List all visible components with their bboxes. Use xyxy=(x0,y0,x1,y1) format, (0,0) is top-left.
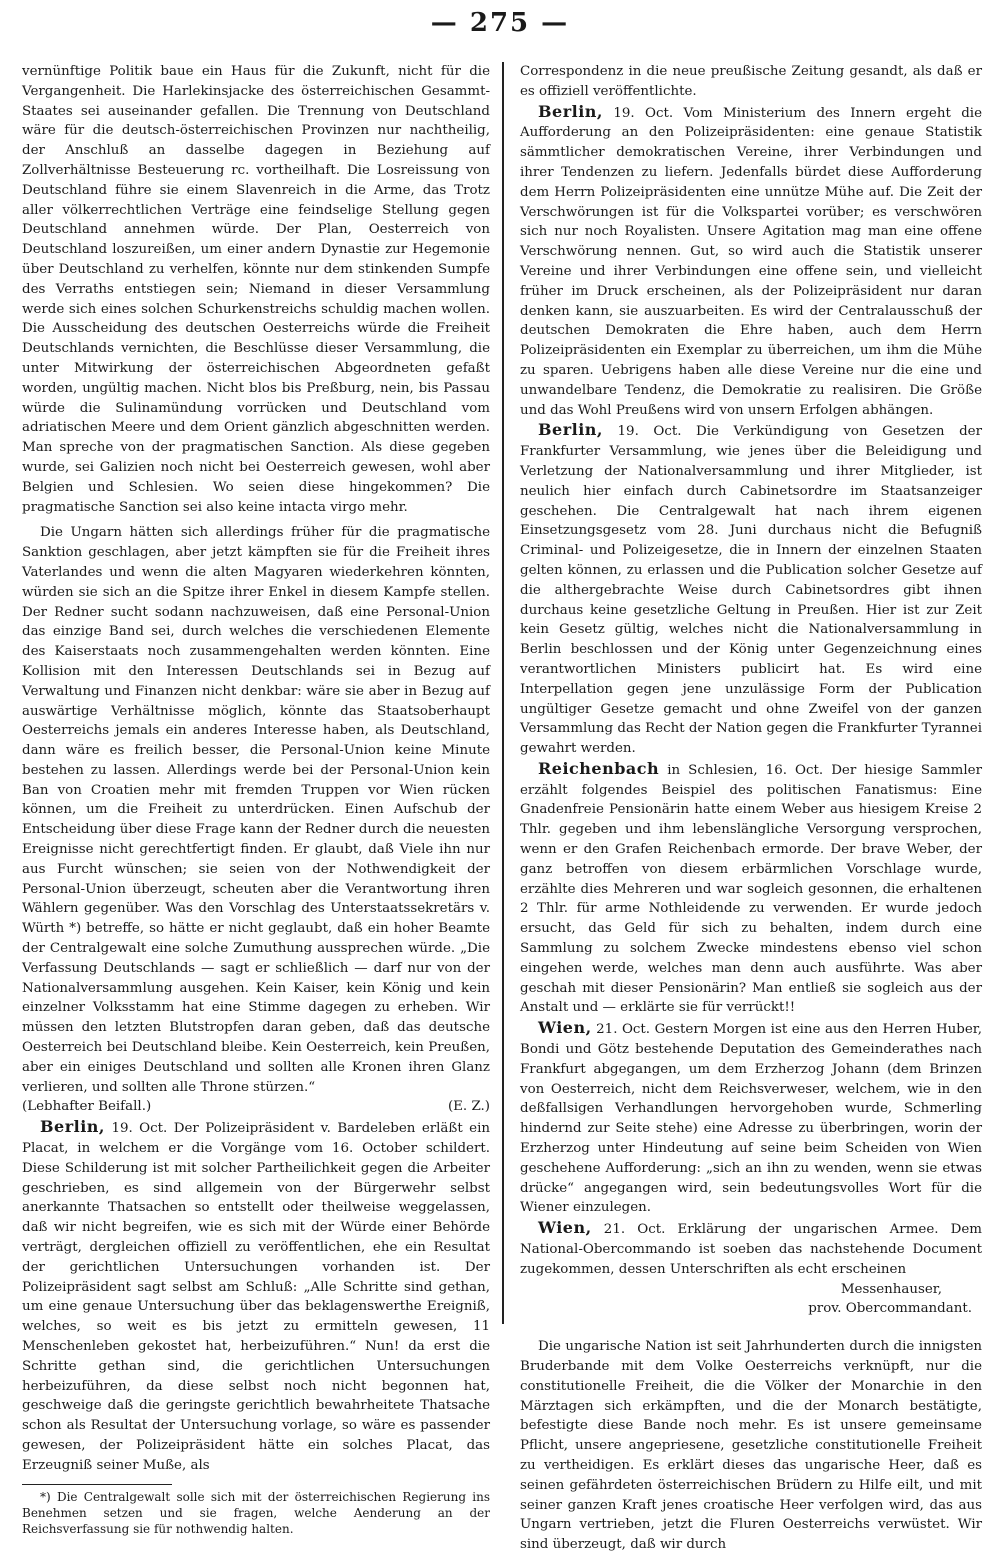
article-paragraph: Die Verkündigung von Gesetzen der Frankfurter Versammlung, wie jenes über die Beleidigung und Verletzung der Nationalversammlung und ihrer Mitglieder, ist neulich hier einfach durch Cabinetsordre im Staatsanzeiger geschehen. Die Centralgewalt hat nach ihrem eigenen Einsetzungsgesetz vom 28. Juni durchaus nicht die Befugniß Criminal- und Polizeigesetze, die in Innern der einzelnen Staaten gelten können, zu erlassen und die Publication solcher Gesetze auf die althergebrachte Weise durch Cabinetsordres gibt ihnen durchaus keine gesetzliche Geltung in Preußen. Hier ist zur Zeit kein Gesetz gültig, welches nicht die Nationalversammlung in Berlin beschlossen und der König unter Gegenzeichnung eines verantwortlichen Ministers publicirt hat. Es wird eine Interpellation gegen jene unzulässige Form der Publication ungültiger Gesetze gemacht und ohne Zweifel von der ganzen Versammlung das Recht der Nation gegen die Frankfurter Tyrannei gewahrt werden. xyxy=(520,424,982,757)
dateline-date: 21. Oct. xyxy=(603,1222,666,1238)
dateline-date: 19. Oct. xyxy=(111,1121,168,1137)
article-paragraph: Der hiesige Sammler erzählt folgendes Beispiel des politischen Fanatismus: Eine Gnadenfreie Pensionärin hatte einem Weber aus hiesigem Kreise 2 Thlr. gegeben und ihm lebenslängliche Versorgung versprochen, wenn er den Grafen Reichenbach ermorde. Der brave Weber, der ganz betroffen von diesem erbärmlichen Vorschlage wurde, erzählte dies Mehreren und war sogleich gesonnen, die erhaltenen 2 Thlr. für arme Nothleidende zu verwenden. Er wurde jedoch ersucht, das Geld für sich zu behalten, indem durch eine Sammlung zu solchem Zwecke mindestens ebenso viel schon eingehen werde, welches man denn auch ausführte. Was aber geschah mit dieser Pensionärin? Man entließ sie sogleich aus der Anstalt und — erklärte sie für verrückt!! xyxy=(520,762,982,1016)
dateline-date: 19. Oct. xyxy=(617,424,682,440)
footnote: *) Die Centralgewalt solle sich mit der österreichischen Regierung ins Benehmen setzen und sie fragen, welche Aenderung an der Reichsverfassung sie für nothwendig halten. xyxy=(22,1489,490,1536)
news-item-wien-1 xyxy=(520,1018,982,1218)
news-item-wien-2 xyxy=(520,1218,982,1279)
news-item-berlin-2 xyxy=(520,420,982,759)
article-paragraph: Erklärung der ungarischen Armee. Dem National-Obercommando ist soeben das nachstehende Document zugekommen, dessen Unterschriften als echt erscheinen xyxy=(520,1222,982,1277)
article-paragraph: Die Ungarn hätten sich allerdings früher für die pragmatische Sanktion geschlagen, aber jetzt kämpften sie für die Freiheit ihres Vaterlandes und wenn die alten Magyaren wiederkehren könnten, würden sie sich an die Spitze ihrer Enkel in diesem Kampfe stellen. Der Redner sucht sodann nachzuweisen, daß eine Personal-Union das einzige Band sei, durch welches die verschiedenen Elemente des Kaiserstaats noch zusammengehalten werden könnten. Eine Kollision mit den Interessen Deutschlands sei in Bezug auf Verwaltung und Finanzen nicht denkbar: wäre sie aber in Bezug auf auswärtige Verhältnisse möglich, könnte das Staatsoberhaupt Oesterreichs jemals ein anderes Interesse haben, als Deutschland, dann wäre es freilich besser, die Personal-Union keine Minute bestehen zu lassen. Allerdings werde bei der Personal-Union kein Ban von Croatien mehr mit fremden Truppen vor Wien rücken können, um die Freiheit zu unterdrücken. Einen Aufschub der Entscheidung über diese Frage kann der Redner durch die neuesten Ereignisse nicht gerechtfertigt finden. Er glaubt, daß Viele ihn nur aus Furcht wünschen; sie seien von der Nothwendigkeit der Personal-Union überzeugt, scheuten aber die Verantwortung ihren Wählern gegenüber. Was den Vorschlag des Unterstaatssekretärs v. Würth *) betreffe, so hätte er nicht geglaubt, daß ein hoher Beamte der Centralgewalt eine solche Zumuthung aussprechen würde. „Die Verfassung Deutschlands — sagt er schließlich — darf nur von der Nationalversammlung ausgehen. Kein Kaiser, kein König und kein einzelner Volksstamm hat eine Stimme dagegen zu erheben. Wir müssen den letzten Blutstropfen daran geben, daß das deutsche Oesterreich bei Deutschland bleibe. Kein Oesterreich, kein Preußen, aber ein einiges Deutschland und sollten alle Kronen ihren Glanz verlieren, und sollten alle Throne stürzen.“ xyxy=(22,525,490,1095)
dateline-place: Wien, xyxy=(538,1218,592,1238)
dateline-place: Reichenbach xyxy=(538,758,660,778)
dateline-place: Berlin, xyxy=(538,101,603,121)
article-paragraph: Gestern Morgen ist eine aus den Herren Huber, Bondi und Götz bestehende Deputation des Gemeinderathes nach Frankfurt abgegangen, um dem Erzherzog Johann (dem Brinzen von Oesterreich, nicht dem Reichsverweser, welchem, wie in den deßfallsigen Verhandlungen hervorgehoben wurde, Schmerling hindernd zur Seite stehe) eine Adresse zu überbringen, worin der Erzherzog unter Hindeutung auf seine beim Scheiden von Wien geschehene Aufforderung: „sich an ihn zu wenden, wenn sie etwas drücke“ angegangen wird, sein bedeutungsvolles Wort für die Wiener einzulegen. xyxy=(520,1022,982,1216)
applause-note: (Lebhafter Beifall.) xyxy=(22,1099,152,1115)
author-signature: (E. Z.) xyxy=(447,1099,490,1115)
article-paragraph: Die ungarische Nation ist seit Jahrhunderten durch die innigsten Bruderbande mit dem Volke Oesterreichs verknüpft, nur die constitutionelle Freiheit, die die Völker der Monarchie in den Märztagen sich erkämpften, und die der Monarch bestätigte, befestigte diese Bande noch mehr. Es ist unsere gemeinsame Pflicht, unsere angepriesene, gesetzliche constitutionelle Freiheit zu vertheidigen. Es erklärt dieses das ungarische Heer, daß es seinen gefährdeten österreichischen Brüdern zu Hilfe eilt, und mit seiner ganzen Kraft jenes croatische Heer verfolgen wird, das aus Ungarn vertrieben, jetzt die Fluren Oesterreichs verwüstet. Wir sind überzeugt, daß wir durch xyxy=(520,1339,982,1553)
dateline-date: 19. Oct. xyxy=(613,105,674,121)
right-column xyxy=(520,62,982,1553)
column-divider xyxy=(502,62,504,1324)
dateline-date: 21. Oct. xyxy=(596,1022,651,1038)
news-item-berlin-1 xyxy=(520,102,982,421)
news-item-reichenbach xyxy=(520,759,982,1018)
dateline-place: Berlin, xyxy=(40,1117,105,1137)
news-item-berlin xyxy=(22,1117,490,1475)
dateline-place: Berlin, xyxy=(538,420,603,440)
commander-signature-title: prov. Obercommandant. xyxy=(808,1301,972,1317)
article-paragraph: Der Polizeipräsident v. Bardeleben erläßt ein Placat, in welchem er die Vorgänge vom 16. October schildert. Diese Schilderung ist mit solcher Partheilichkeit gegen die Arbeiter geschrieben, es sind allgemein von der Bürgerwehr selbst anerkannte Thatsachen so entstellt oder theilweise weggelassen, daß wir nicht begreifen, wie es sich mit der Würde einer Behörde verträgt, dergleichen offiziell zu veröffentlichen, ehe ein Resultat der gerichtlichen Untersuchungen vorhanden ist. Der Polizeipräsident sagt selbst am Schluß: „Alle Schritte sind gethan, um eine genaue Untersuchung über das beklagenswerthe Ereigniß, welches, so weit es bis jetzt zu ermitteln gewesen, 11 Menschenleben gekostet hat, herbeizuführen.“ Nun! da erst die Schritte gethan sind, die gerichtlichen Untersuchungen herbeizuführen, da diese selbst noch nicht begonnen hat, geschweige daß die geringste gerichtlich bewahrheitete Thatsache schon als Resultat der Untersuchung vorlage, so wäre es passender gewesen, der Polizeipräsident hätte ein solches Placat, das Erzeugniß seiner Muße, als xyxy=(22,1121,491,1473)
article-paragraph: Vom Ministerium des Innern ergeht die Aufforderung an den Polizeipräsidenten: eine genaue Statistik sämmtlicher demokratischen Vereine, ihrer Verbindungen und ihrer Tendenzen zu liefern. Jedenfalls bürdet diese Aufforderung dem Herrn Polizeipräsidenten eine unnütze Mühe auf. Die Zeit der Verschwörungen ist für die Volkspartei vorüber; es verschwören sich nur noch Royalisten. Unsere Agitation mag man eine offene Verschwörung nennen. Gut, so wird auch die Statistik unserer Vereine und ihrer Verbindungen eine offene sein, und vielleicht früher im Druck erscheinen, als der Polizeipräsident nur daran denken kann, sie auszuarbeiten. Es wird der Centralausschuß der deutschen Demokraten die Ehre haben, auch dem Herrn Polizeipräsidenten ein Exemplar zu überreichen, um ihm die Mühe zu sparen. Uebrigens haben alle diese Vereine nur die eine und unwandelbare Tendenz, die Demokratie zu realisiren. Die Größe und das Wohl Preußens wird von unsern Erfolgen abhängen. xyxy=(520,105,982,418)
article-paragraph: Correspondenz in die neue preußische Zeitung gesandt, als daß er es offiziell veröffentlichte. xyxy=(520,64,982,99)
left-column xyxy=(22,62,491,1536)
footnote-rule xyxy=(22,1484,172,1485)
article-paragraph: vernünftige Politik baue ein Haus für die Zukunft, nicht für die Vergangenheit. Die Harlekinsjacke des österreichischen Gesammt-Staates sei auseinander gefallen. Die Trennung von Deutschland wäre für die deutsch-österreichischen Provinzen nur nachtheilig, der Anschluß an dasselbe dagegen in Beziehung auf Zollverhältnisse Besteuerung rc. vortheilhaft. Die Losreissung von Deutschland führe sie einem Slavenreich in die Arme, das Trotz aller völkerrechtlichen Verträge eine feindselige Stellung gegen Deutschland annehmen würde. Der Plan, Oesterreich von Deutschland loszureißen, um einer andern Dynastie zur Hegemonie über Deutschland zu verhelfen, könnte nur dem stinkenden Sumpfe des Verraths entstiegen sein; Niemand in dieser Versammlung werde sich eines solchen Schurkenstreichs schuldig machen wollen. Die Ausscheidung des deutschen Oesterreichs würde die Freiheit Deutschlands vernichten, die Beschlüsse dieser Versammlung, die unter Mitwirkung der österreichischen Abgeordneten gefaßt worden, ungültig machen. Nicht blos bis Preßburg, nein, bis Passau würde die Sulinamündung vorrücken und Deutschland vom adriatischen Meere und dem Orient gänzlich abgeschnitten werden. Man spreche von der pragmatischen Sanction. Als diese gegeben wurde, sei Galizien noch nicht bei Oesterreich gewesen, wohl aber Belgien und Schlesien. Wo seien diese hingekommen? Die pragmatische Sanction sei also keine intacta virgo mehr. xyxy=(22,64,490,515)
dateline-place: Wien, xyxy=(538,1018,592,1038)
speech-ending xyxy=(22,1097,490,1117)
dateline-date: in Schlesien, 16. Oct. xyxy=(667,762,824,778)
page-number: — 275 — xyxy=(430,8,570,38)
commander-signature-name: Messenhauser, xyxy=(840,1281,942,1297)
